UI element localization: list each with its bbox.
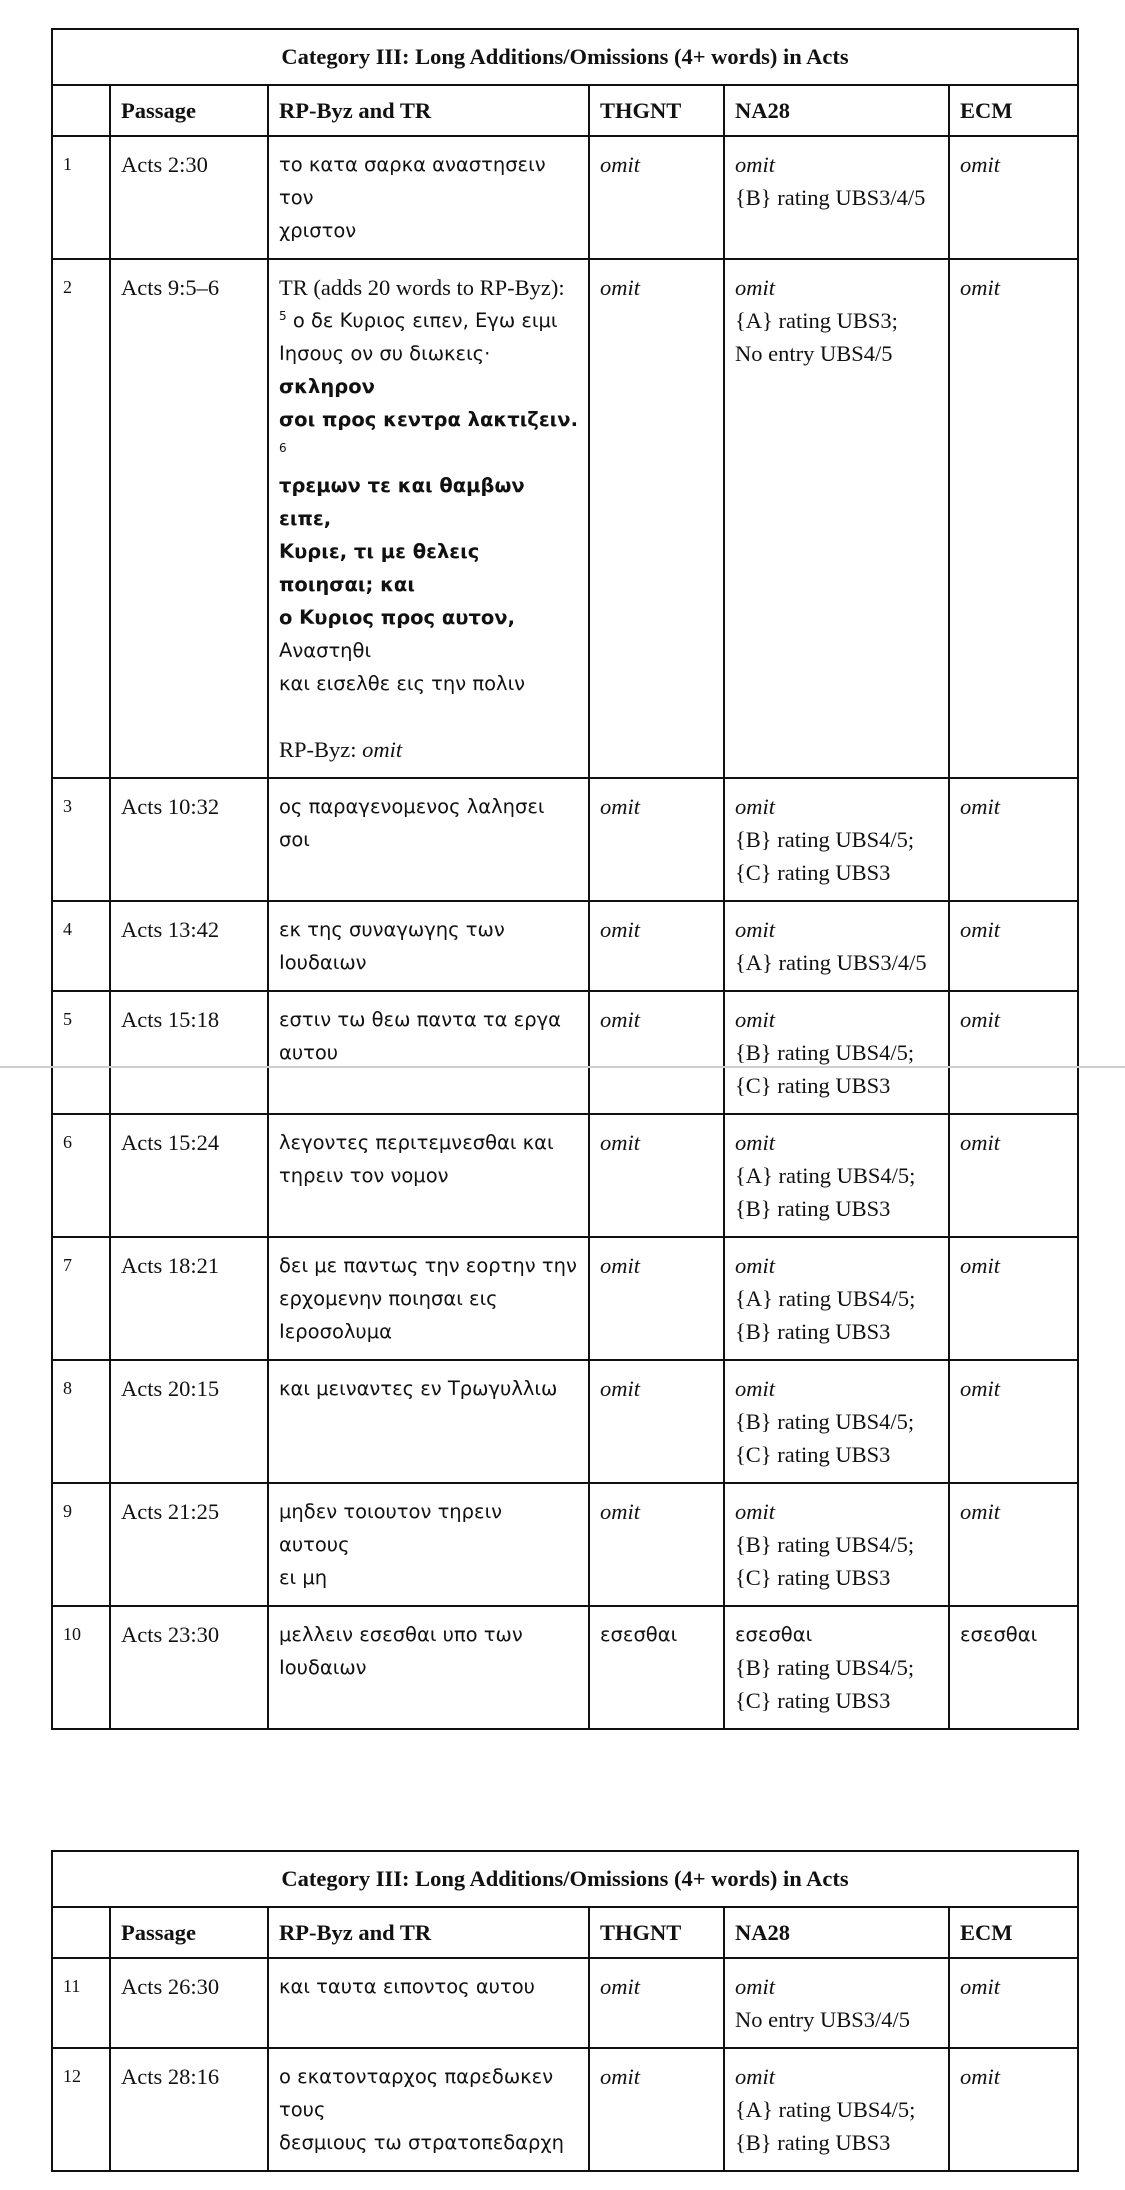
ecm-reading: omit: [949, 259, 1078, 778]
byz-bold-text: τρεμων τε και θαμβων ειπε,: [279, 474, 525, 530]
col-header-ecm: ECM: [949, 1907, 1078, 1958]
verse-number: 6: [279, 441, 287, 455]
ecm-reading: omit: [949, 1114, 1078, 1237]
variants-table-1: [51, 28, 1079, 1730]
ubs-rating: {B} rating UBS4/5;: [735, 1655, 915, 1680]
passage-ref: Acts 28:16: [110, 2048, 268, 2171]
byz-line: ει μη: [279, 1566, 328, 1589]
byz-line: ο δε Κυριος ειπεν, Εγω ειμι: [292, 309, 558, 332]
row-number: 2: [52, 259, 110, 778]
ubs-rating: {B} rating UBS4/5;: [735, 1409, 915, 1434]
row-number: 12: [52, 2048, 110, 2171]
na28-reading: [724, 991, 949, 1114]
verse-number: 5: [279, 309, 287, 323]
table-row: [52, 1958, 1078, 2048]
passage-ref: Acts 18:21: [110, 1237, 268, 1360]
ecm-reading: omit: [949, 136, 1078, 259]
passage-ref: Acts 23:30: [110, 1606, 268, 1729]
variants-table-2: [51, 1850, 1079, 2172]
passage-ref: Acts 10:32: [110, 778, 268, 901]
byz-bold-text: ο Κυριος προς αυτον,: [279, 606, 515, 629]
byz-line: δεσμιους τω στρατοπεδαρχη: [279, 2131, 565, 2154]
na28-value: omit: [735, 2064, 776, 2089]
col-header-num: [52, 1907, 110, 1958]
ubs-rating: {C} rating UBS3: [735, 1073, 891, 1098]
passage-ref: Acts 26:30: [110, 1958, 268, 2048]
thgnt-reading: omit: [589, 136, 724, 259]
na28-value: omit: [735, 1974, 776, 1999]
ubs-rating: No entry UBS3/4/5: [735, 2007, 911, 2032]
passage-ref: Acts 9:5–6: [110, 259, 268, 778]
byz-reading: [268, 1360, 589, 1483]
col-header-num: [52, 85, 110, 136]
rp-byz-label: RP-Byz:: [279, 737, 357, 762]
passage-ref: Acts 2:30: [110, 136, 268, 259]
ubs-rating: {C} rating UBS3: [735, 1688, 891, 1713]
table-title: Category III: Long Additions/Omissions (4+ words) in Acts: [52, 29, 1078, 85]
na28-reading: [724, 1237, 949, 1360]
thgnt-reading: omit: [589, 1360, 724, 1483]
na28-reading: [724, 1483, 949, 1606]
ubs-rating: {C} rating UBS3: [735, 860, 891, 885]
na28-value: omit: [735, 152, 776, 177]
byz-line: χριστον: [279, 219, 357, 242]
row-number: 8: [52, 1360, 110, 1483]
col-header-thgnt: THGNT: [589, 85, 724, 136]
byz-line: ος παραγενομενος λαλησει σοι: [279, 795, 545, 851]
byz-line: εστιν τω θεω παντα τα εργα: [279, 1008, 561, 1031]
table-row: [52, 2048, 1078, 2171]
byz-line: Ιησους ον συ διωκεις·: [279, 342, 491, 365]
tr-intro: TR (adds 20 words to RP-Byz):: [279, 275, 565, 300]
table-row: [52, 1360, 1078, 1483]
byz-line: και εισελθε εις την πολιν: [279, 672, 526, 695]
ubs-rating: {C} rating UBS3: [735, 1565, 891, 1590]
byz-line: αυτου: [279, 1041, 339, 1064]
col-header-na28: NA28: [724, 1907, 949, 1958]
byz-line: εκ της συναγωγης των Ιουδαιων: [279, 918, 505, 974]
table-row: [52, 778, 1078, 901]
ecm-reading: omit: [949, 901, 1078, 991]
ubs-rating: {B} rating UBS3: [735, 2130, 891, 2155]
page-separator: [0, 1066, 1125, 1068]
byz-line: ερχομενην ποιησαι εις: [279, 1287, 498, 1310]
ecm-reading: omit: [949, 1237, 1078, 1360]
na28-value: omit: [735, 1499, 776, 1524]
rp-byz-value: omit: [362, 737, 403, 762]
byz-line: τηρειν τον νομον: [279, 1164, 449, 1187]
byz-reading: [268, 259, 589, 778]
na28-value: omit: [735, 917, 776, 942]
table-row: [52, 259, 1078, 778]
ubs-rating: {A} rating UBS3;: [735, 308, 898, 333]
row-number: 4: [52, 901, 110, 991]
na28-value: omit: [735, 275, 776, 300]
col-header-na28: NA28: [724, 85, 949, 136]
ubs-rating: {C} rating UBS3: [735, 1442, 891, 1467]
byz-bold-text: σοι προς κεντρα λακτιζειν.: [279, 408, 578, 431]
ubs-rating: {A} rating UBS4/5;: [735, 1286, 916, 1311]
thgnt-reading: omit: [589, 1114, 724, 1237]
thgnt-reading: omit: [589, 1483, 724, 1606]
byz-reading: [268, 1114, 589, 1237]
table-title: Category III: Long Additions/Omissions (4+ words) in Acts: [52, 1851, 1078, 1907]
byz-line: και μειναντες εν Τρωγυλλιω: [279, 1377, 558, 1400]
na28-value: omit: [735, 1130, 776, 1155]
thgnt-reading: omit: [589, 259, 724, 778]
ecm-reading: omit: [949, 991, 1078, 1114]
ubs-rating: No entry UBS4/5: [735, 341, 893, 366]
passage-ref: Acts 20:15: [110, 1360, 268, 1483]
na28-value: omit: [735, 1376, 776, 1401]
ecm-reading: omit: [949, 778, 1078, 901]
na28-value: omit: [735, 1007, 776, 1032]
byz-bold-text: σκληρον: [279, 375, 375, 398]
byz-reading: [268, 991, 589, 1114]
table-row: [52, 1114, 1078, 1237]
ubs-rating: {B} rating UBS4/5;: [735, 1040, 915, 1065]
byz-line: και ταυτα ειποντος αυτου: [279, 1975, 535, 1998]
row-number: 10: [52, 1606, 110, 1729]
ecm-reading: omit: [949, 1958, 1078, 2048]
passage-ref: Acts 15:24: [110, 1114, 268, 1237]
na28-reading: [724, 136, 949, 259]
table-row: [52, 901, 1078, 991]
byz-reading: [268, 1606, 589, 1729]
row-number: 6: [52, 1114, 110, 1237]
ecm-reading: εσεσθαι: [949, 1606, 1078, 1729]
passage-ref: Acts 15:18: [110, 991, 268, 1114]
byz-reading: [268, 2048, 589, 2171]
col-header-passage: Passage: [110, 1907, 268, 1958]
ecm-reading: omit: [949, 1483, 1078, 1606]
na28-reading: [724, 259, 949, 778]
na28-value: omit: [735, 1253, 776, 1278]
row-number: 5: [52, 991, 110, 1114]
ubs-rating: {B} rating UBS4/5;: [735, 1532, 915, 1557]
byz-line: το κατα σαρκα αναστησειν τον: [279, 153, 546, 209]
byz-line: Αναστηθι: [279, 639, 372, 662]
byz-reading: [268, 1237, 589, 1360]
ubs-rating: {A} rating UBS4/5;: [735, 2097, 916, 2122]
byz-bold-text: Κυριε, τι με θελεις ποιησαι; και: [279, 540, 480, 596]
thgnt-reading: omit: [589, 1958, 724, 2048]
ubs-rating: {B} rating UBS3/4/5: [735, 185, 926, 210]
col-header-passage: Passage: [110, 85, 268, 136]
byz-reading: [268, 1958, 589, 2048]
byz-line: Ιουδαιων: [279, 1656, 367, 1679]
ubs-rating: {B} rating UBS3: [735, 1319, 891, 1344]
na28-reading: [724, 778, 949, 901]
row-number: 7: [52, 1237, 110, 1360]
row-number: 11: [52, 1958, 110, 2048]
row-number: 9: [52, 1483, 110, 1606]
ecm-reading: omit: [949, 2048, 1078, 2171]
thgnt-reading: omit: [589, 778, 724, 901]
byz-reading: [268, 1483, 589, 1606]
table-row: [52, 136, 1078, 259]
col-header-byz: RP-Byz and TR: [268, 1907, 589, 1958]
thgnt-reading: εσεσθαι: [589, 1606, 724, 1729]
na28-value: εσεσθαι: [735, 1623, 813, 1646]
table-row: [52, 1606, 1078, 1729]
ubs-rating: {A} rating UBS4/5;: [735, 1163, 916, 1188]
thgnt-reading: omit: [589, 991, 724, 1114]
col-header-thgnt: THGNT: [589, 1907, 724, 1958]
col-header-ecm: ECM: [949, 85, 1078, 136]
byz-reading: [268, 778, 589, 901]
table-row: [52, 1237, 1078, 1360]
passage-ref: Acts 13:42: [110, 901, 268, 991]
col-header-byz: RP-Byz and TR: [268, 85, 589, 136]
thgnt-reading: omit: [589, 2048, 724, 2171]
na28-reading: [724, 2048, 949, 2171]
row-number: 3: [52, 778, 110, 901]
ecm-reading: omit: [949, 1360, 1078, 1483]
na28-reading: [724, 1606, 949, 1729]
na28-reading: [724, 1114, 949, 1237]
byz-line: λεγοντες περιτεμνεσθαι και: [279, 1131, 554, 1154]
byz-line: δει με παντως την εορτην την: [279, 1254, 577, 1277]
table-row: [52, 991, 1078, 1114]
passage-ref: Acts 21:25: [110, 1483, 268, 1606]
ubs-rating: {B} rating UBS4/5;: [735, 827, 915, 852]
na28-reading: [724, 1958, 949, 2048]
ubs-rating: {B} rating UBS3: [735, 1196, 891, 1221]
thgnt-reading: omit: [589, 901, 724, 991]
byz-reading: [268, 901, 589, 991]
byz-line: ο εκατονταρχος παρεδωκεν τους: [279, 2065, 554, 2121]
na28-reading: [724, 901, 949, 991]
na28-reading: [724, 1360, 949, 1483]
byz-line: μηδεν τοιουτον τηρειν αυτους: [279, 1500, 503, 1556]
byz-reading: [268, 136, 589, 259]
table-row: [52, 1483, 1078, 1606]
byz-line: μελλειν εσεσθαι υπο των: [279, 1623, 523, 1646]
na28-value: omit: [735, 794, 776, 819]
ubs-rating: {A} rating UBS3/4/5: [735, 950, 927, 975]
row-number: 1: [52, 136, 110, 259]
byz-line: Ιεροσολυμα: [279, 1320, 392, 1343]
thgnt-reading: omit: [589, 1237, 724, 1360]
